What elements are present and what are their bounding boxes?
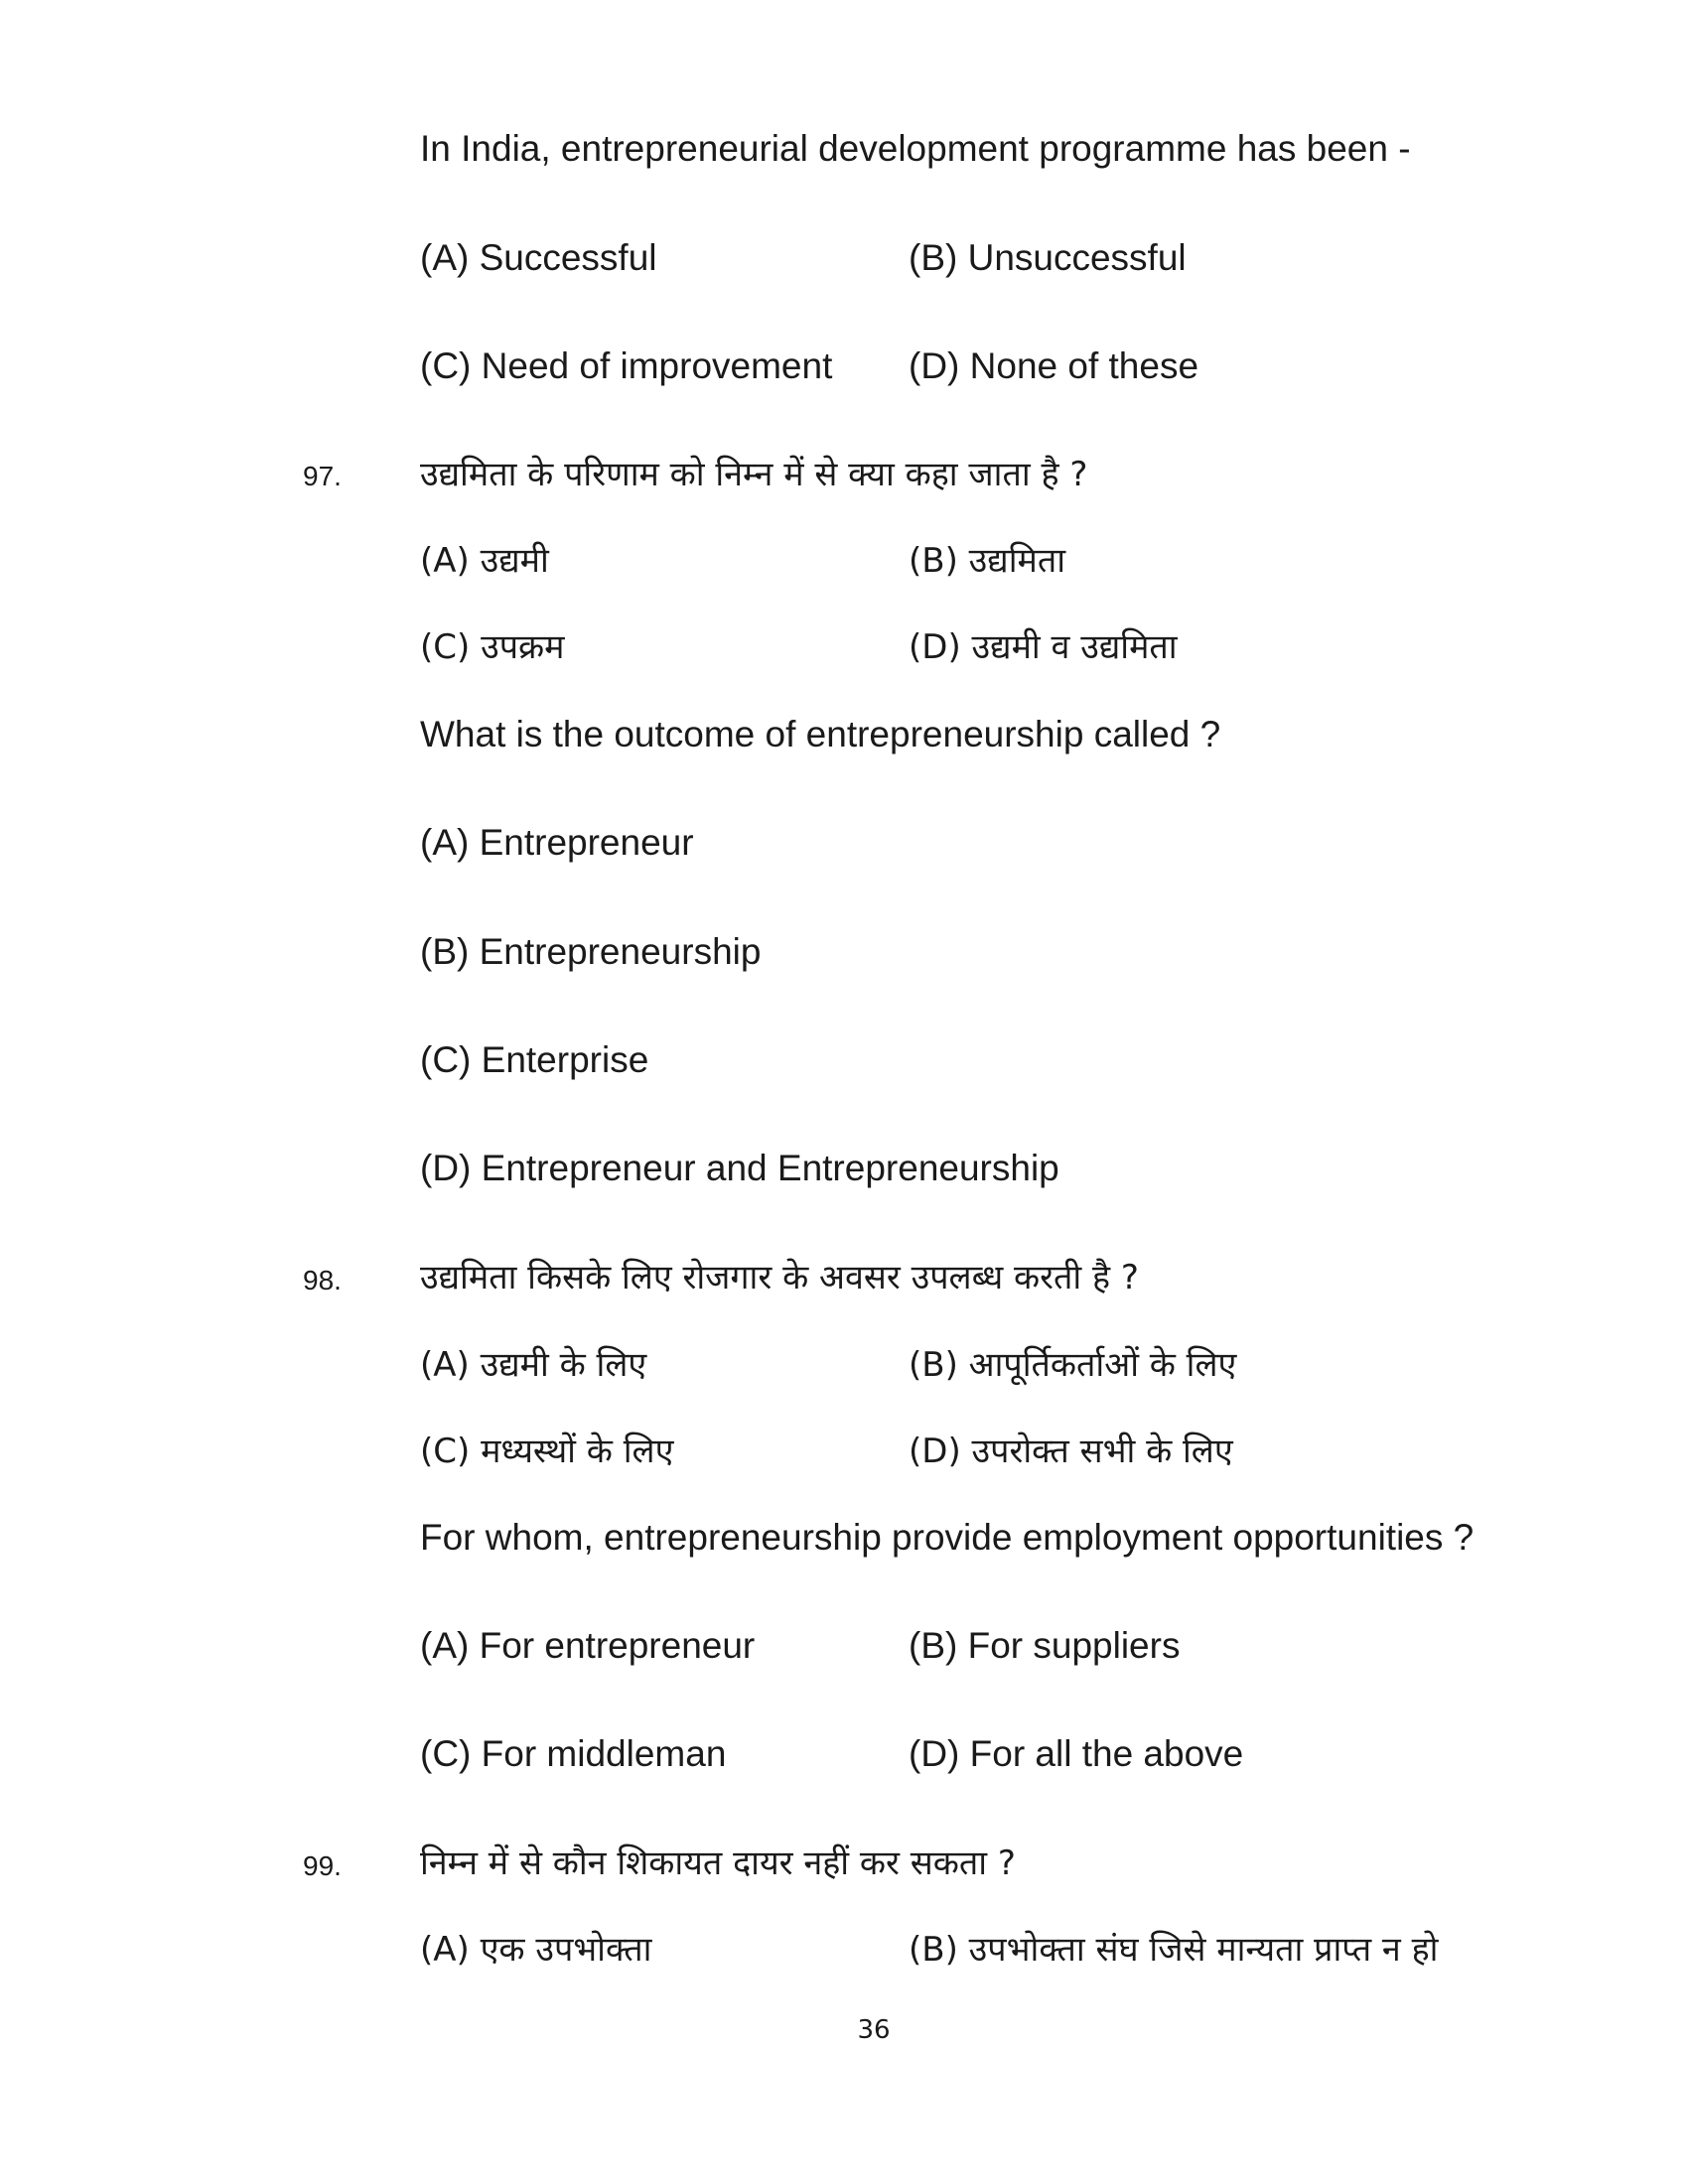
q99-option-b-hi: (B) उपभोक्ता संघ जिसे मान्यता प्राप्त न हो: [909, 1930, 1439, 1970]
q96-question-en: In India, entrepreneurial development programme has been -: [420, 128, 1411, 169]
q96-option-a-en: (A) Successful: [420, 237, 657, 278]
q98-question-en: For whom, entrepreneurship provide employment opportunities ?: [420, 1517, 1475, 1558]
q98-option-d-en: (D) For all the above: [909, 1733, 1244, 1774]
q97-option-c-en: (C) Enterprise: [420, 1039, 649, 1080]
q96-option-b-en: (B) Unsuccessful: [909, 237, 1187, 278]
q97-question-en: What is the outcome of entrepreneurship called ?: [420, 714, 1221, 754]
q99-number: 99.: [303, 1850, 342, 1881]
q99-question-hi: निम्न में से कौन शिकायत दायर नहीं कर सकता ?: [420, 1843, 1016, 1883]
q97-option-a-en: (A) Entrepreneur: [420, 822, 694, 863]
q97-option-b-hi: (B) उद्यमिता: [909, 541, 1066, 581]
q98-number: 98.: [303, 1265, 342, 1296]
q96-option-d-en: (D) None of these: [909, 345, 1199, 386]
q97-option-c-hi: (C) उपक्रम: [420, 627, 565, 667]
q97-number: 97.: [303, 461, 342, 491]
q98-option-a-hi: (A) उद्यमी के लिए: [420, 1345, 647, 1385]
q98-option-b-en: (B) For suppliers: [909, 1625, 1181, 1666]
page-number: 36: [857, 2015, 891, 2045]
q98-option-c-hi: (C) मध्यस्थों के लिए: [420, 1432, 674, 1471]
q97-option-b-en: (B) Entrepreneurship: [420, 931, 762, 972]
q97-option-d-en: (D) Entrepreneur and Entrepreneurship: [420, 1148, 1059, 1188]
q98-option-d-hi: (D) उपरोक्त सभी के लिए: [909, 1432, 1233, 1471]
q97-question-hi: उद्यमिता के परिणाम को निम्न में से क्या कहा जाता है ?: [420, 455, 1088, 494]
q98-option-b-hi: (B) आपूर्तिकर्ताओं के लिए: [909, 1345, 1237, 1385]
q97-option-d-hi: (D) उद्यमी व उद्यमिता: [909, 627, 1178, 667]
q96-option-c-en: (C) Need of improvement: [420, 345, 833, 386]
q99-option-a-hi: (A) एक उपभोक्ता: [420, 1930, 652, 1970]
q98-question-hi: उद्यमिता किसके लिए रोजगार के अवसर उपलब्ध करती है ?: [420, 1258, 1139, 1297]
q97-option-a-hi: (A) उद्यमी: [420, 541, 549, 581]
q98-option-a-en: (A) For entrepreneur: [420, 1625, 756, 1666]
q98-option-c-en: (C) For middleman: [420, 1733, 727, 1774]
